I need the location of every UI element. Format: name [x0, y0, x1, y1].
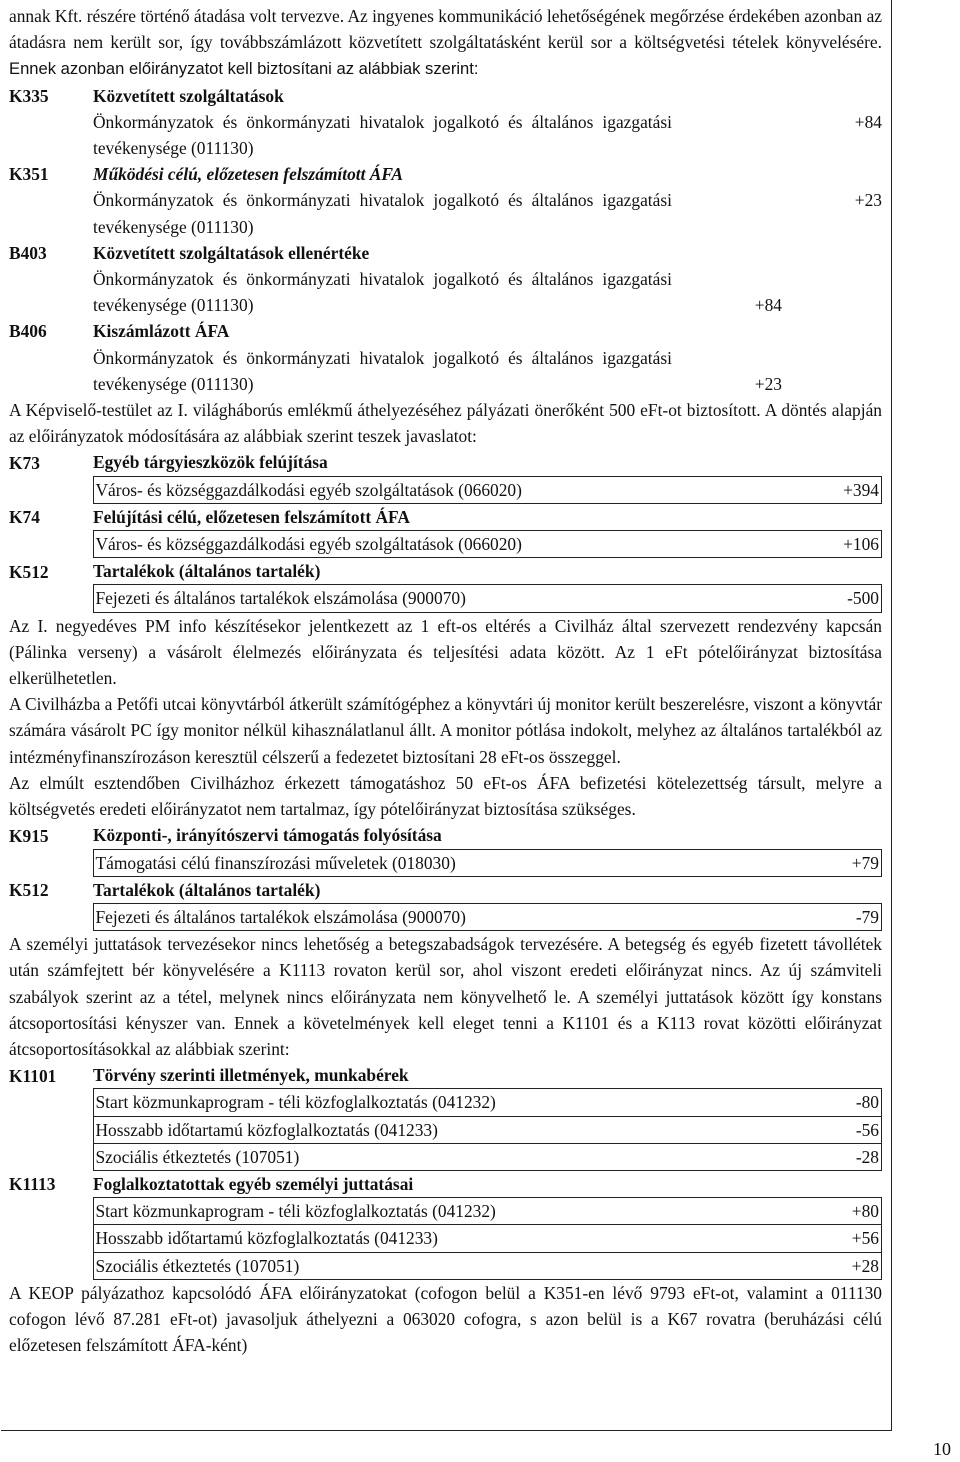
entry-code: K512: [9, 880, 49, 901]
entry-indent: [9, 531, 93, 558]
entry-line-row: [9, 1252, 882, 1279]
entry-heading-row: [9, 161, 882, 187]
entry-title: Törvény szerinti illetmények, munkabérek: [93, 1065, 409, 1086]
entry-indent: [9, 849, 93, 876]
entry-title: Tartalékok (általános tartalék): [93, 561, 321, 582]
paragraph-personnel: A személyi juttatások tervezésekor nincs lehetőség a betegszabadságok tervezésére. A betegség és egyéb fizetett távollétek után számfejtett bér könyvelésére a K1113 rovaton kerül sor, ahol viszont eredeti előirányzat nincs. Az új számviteli szabályok szerint az a tétel, melynek nincs előirányzata nem könyvelhető le. A személyi juttatások között így konstans átcsoportosítási kényszer van. Ennek a követelmények kell eleget tenni a K1101 és a K113 rovat közötti előirányzat átcsoportosításokkal az alábbiak szerint:: [9, 934, 882, 1059]
entry-line-row: [9, 187, 882, 239]
entry-heading-row: [9, 240, 882, 266]
entry-amount-right: [782, 266, 882, 318]
entry-amount-right: [782, 345, 882, 397]
entry-indent: [9, 1252, 93, 1279]
entry-title: Egyéb tárgyieszközök felújítása: [93, 452, 328, 473]
entry-indent: [9, 1225, 93, 1252]
entry-code: K1113: [9, 1174, 56, 1195]
entry-line-row: [9, 266, 882, 318]
entry-code: K73: [9, 452, 40, 473]
entry-amount-right: +23: [854, 190, 882, 211]
paragraph-intro-text: annak Kft. részére történő átadása volt tervezve. Az ingyenes kommunikáció lehetőségének megőrzése érdekében azonban az átadásra nem került sor, így továbbszámlázott közvetített szolgáltatásként kerül sor a költségvetési tételek könyvelésére.: [9, 6, 883, 53]
entry-description: Fejezeti és általános tartalékok elszámolása (900070): [93, 903, 782, 930]
entry-title: Közvetített szolgáltatások ellenértéke: [93, 242, 370, 263]
entry-description: Város- és községgazdálkodási egyéb szolgáltatások (066020): [93, 476, 782, 503]
entry-title: Felújítási célú, előzetesen felszámított ÁFA: [93, 506, 410, 527]
entry-heading-row: [9, 83, 882, 109]
entry-line-row: [9, 1143, 882, 1170]
entry-title: Kiszámlázott ÁFA: [93, 321, 230, 342]
entry-code: K74: [9, 507, 40, 528]
entry-title: Működési célú, előzetesen felszámított ÁFA: [93, 164, 403, 185]
entry-line-row: [9, 1198, 882, 1225]
entry-amount: +80: [782, 1198, 882, 1225]
entry-indent: [9, 345, 93, 397]
entry-indent: [9, 1089, 93, 1116]
entry-line-row: [9, 109, 882, 161]
entry-indent: [9, 109, 93, 161]
entry-indent: [9, 266, 93, 318]
entry-amount: -79: [782, 903, 882, 930]
entry-amount: +56: [782, 1225, 882, 1252]
paragraph-monitor: A Civilházba a Petőfi utcai könyvtárból átkerült számítógéphez a könyvtári új monitor került beszerelésre, viszont a könyvtár számára vásárolt PC így monitor nélkül kihasználatlanul állt. A monitor pótlása indokolt, melyhez az általános tartalékból az intézményfinanszírozáson keresztül célszerű a fedezetet biztosítani 28 eFt-os összeggel.: [9, 694, 882, 767]
entry-amount: -56: [782, 1116, 882, 1143]
entry-code: B406: [9, 321, 47, 342]
entry-indent: [9, 585, 93, 612]
entry-line-row: [9, 345, 882, 397]
entry-amount: +79: [782, 849, 882, 876]
entry-amount-mid: +23: [754, 373, 782, 394]
entry-heading-row: [9, 558, 882, 585]
entry-line-row: [9, 903, 882, 930]
entry-description: Szociális étkeztetés (107051): [93, 1143, 782, 1170]
entry-amount: +106: [782, 531, 882, 558]
entry-amount: +394: [782, 476, 882, 503]
paragraph-intro-continuation: Ennek azonban előirányzatot kell biztosítani az alábbiak szerint:: [9, 59, 479, 79]
paragraph-vat: Az elmúlt esztendőben Civilházhoz érkezett támogatáshoz 50 eFt-os ÁFA befizetési kötelezettség társult, melyre a költségvetés eredeti előirányzatot nem tartalmaz, így pótelőirányzat biztosítása szükséges.: [9, 772, 882, 820]
entry-heading-row: [9, 876, 882, 903]
entry-indent: [9, 903, 93, 930]
entry-indent: [9, 187, 93, 239]
entry-description: Start közmunkaprogram - téli közfoglalkoztatás (041232): [93, 1198, 782, 1225]
entry-code: K351: [9, 164, 49, 185]
entry-line-row: [9, 1089, 882, 1116]
entry-amount-mid: [672, 109, 782, 161]
entry-description: Önkormányzatok és önkormányzati hivatalok jogalkotó és általános igazgatási tevékenysége (011130): [93, 111, 672, 159]
entry-title: Foglalkoztatottak egyéb személyi juttatásai: [93, 1173, 414, 1194]
entry-description: Önkormányzatok és önkormányzati hivatalok jogalkotó és általános igazgatási tevékenysége (011130): [93, 347, 672, 394]
paragraph-intro: [9, 3, 882, 83]
entry-line-row: [9, 849, 882, 876]
entry-heading-row: [9, 318, 882, 344]
entry-description: Start közmunkaprogram - téli közfoglalkoztatás (041232): [93, 1089, 782, 1116]
entry-line-row: [9, 476, 882, 503]
entry-line-row: [9, 1225, 882, 1252]
entry-description: Város- és községgazdálkodási egyéb szolgáltatások (066020): [93, 531, 782, 558]
page-number: 10: [933, 1439, 951, 1459]
entry-heading-row: [9, 1170, 882, 1197]
entry-code: K512: [9, 561, 49, 582]
entry-line-row: [9, 1116, 882, 1143]
paragraph-memorial: A Képviselő-testület az I. világháborús emlékmű áthelyezéséhez pályázati önerőként 500 eFt-ot biztosított. A döntés alapján az előirányzatok módosítására az alábbiak szerint teszek javaslatot:: [9, 400, 882, 447]
entry-heading-row: [9, 449, 882, 476]
entry-indent: [9, 1143, 93, 1170]
entry-heading-row: [9, 822, 882, 849]
document-body: [9, 3, 882, 1358]
entry-heading-row: [9, 503, 882, 530]
entry-title: Közvetített szolgáltatások: [93, 85, 284, 106]
entry-code: K335: [9, 85, 49, 106]
entry-description: Fejezeti és általános tartalékok elszámolása (900070): [93, 585, 782, 612]
paragraph-keop: A KEOP pályázathoz kapcsolódó ÁFA előirányzatokat (cofogon belül a K351-en lévő 9793 eFt-ot, valamint a 011130 cofogon lévő 87.281 eFt-ot) javasoljuk áthelyezni a 063020 cofogra, s azon belül is a K67 rovatra (beruházási célú előzetesen felszámított ÁFA-ként): [9, 1282, 882, 1356]
entry-indent: [9, 1198, 93, 1225]
paragraph-pm-info: Az I. negyedéves PM info készítésekor jelentkezett az 1 eft-os eltérés a Civilház által szervezett rendezvény kapcsán (Pálinka verseny) a vásárolt élelmezés előirányzata és teljesítési adata között. Az 1 eFt pótelőirányzat biztosítása elkerülhetetlen.: [9, 615, 882, 689]
appropriation-table-4: [9, 1062, 882, 1280]
entry-description: Önkormányzatok és önkormányzati hivatalok jogalkotó és általános igazgatási tevékenysége (011130): [93, 190, 672, 237]
entry-description: Szociális étkeztetés (107051): [93, 1252, 782, 1279]
entry-indent: [9, 1116, 93, 1143]
entry-title: Tartalékok (általános tartalék): [93, 879, 321, 900]
appropriation-table-1: [9, 83, 882, 397]
entry-amount-mid: +84: [754, 295, 782, 316]
entry-code: K1101: [9, 1065, 57, 1086]
entry-amount: -80: [782, 1089, 882, 1116]
entry-heading-row: [9, 1062, 882, 1089]
entry-description: Hosszabb időtartamú közfoglalkoztatás (041233): [93, 1225, 782, 1252]
entry-code: B403: [9, 242, 47, 263]
entry-description: Támogatási célú finanszírozási műveletek (018030): [93, 849, 782, 876]
entry-title: Központi-, irányítószervi támogatás folyósítása: [93, 825, 442, 846]
entry-amount: -500: [782, 585, 882, 612]
entry-indent: [9, 476, 93, 503]
entry-line-row: [9, 531, 882, 558]
entry-amount-mid: [672, 187, 782, 239]
appropriation-table-2: [9, 449, 882, 612]
entry-amount: -28: [782, 1143, 882, 1170]
entry-line-row: [9, 585, 882, 612]
entry-code: K915: [9, 825, 49, 846]
entry-amount: +28: [782, 1252, 882, 1279]
appropriation-table-3: [9, 822, 882, 931]
entry-amount-right: +84: [854, 111, 882, 132]
entry-description: Hosszabb időtartamú közfoglalkoztatás (041233): [93, 1116, 782, 1143]
entry-description: Önkormányzatok és önkormányzati hivatalok jogalkotó és általános igazgatási tevékenysége (011130): [93, 269, 672, 316]
